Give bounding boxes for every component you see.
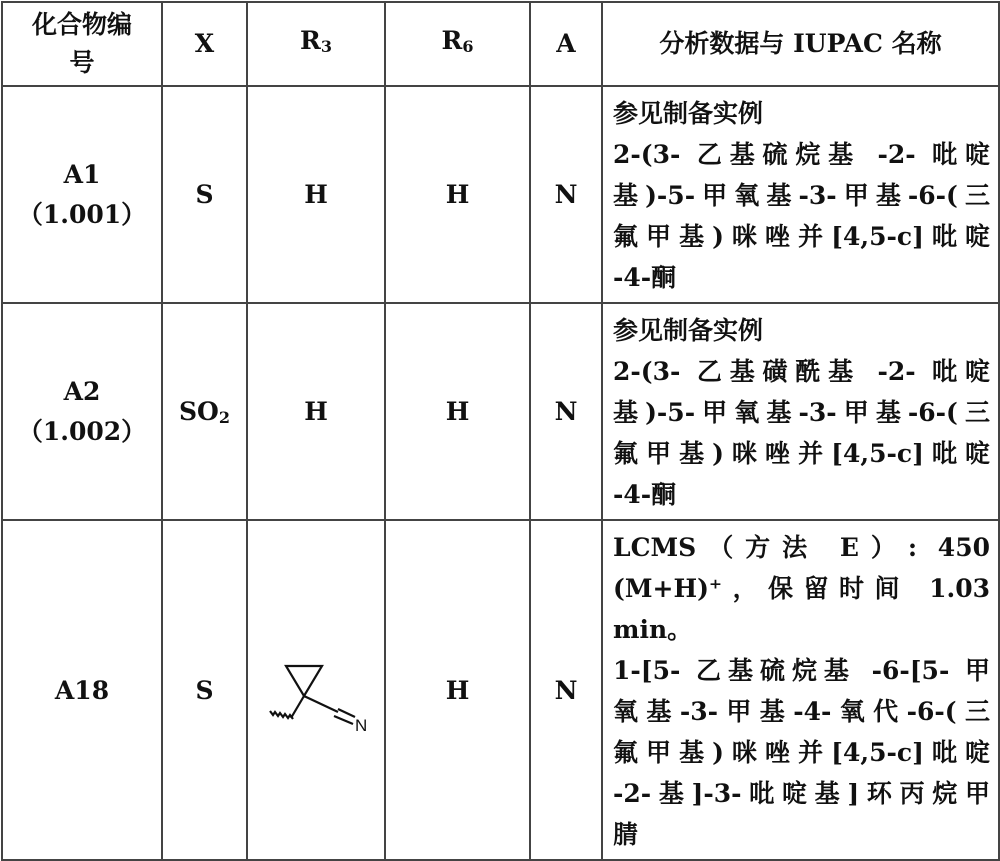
cell-analysis: 参见制备实例 2-(3- 乙基磺酰基 -2- 吡啶 基)-5-甲氧基-3-甲基-6-(三 氟甲基)咪唑并[4,5-c]吡啶 -4-酮: [602, 303, 999, 520]
header-row: [2, 2, 999, 86]
cell-r6: H: [385, 86, 530, 303]
cell-x: S: [162, 520, 247, 860]
cell-r3: H: [247, 86, 385, 303]
cell-a: N: [530, 86, 602, 303]
cell-analysis: 参见制备实例 2-(3- 乙基硫烷基 -2- 吡啶 基)-5-甲氧基-3-甲基-6-(三 氟甲基)咪唑并[4,5-c]吡啶 -4-酮: [602, 86, 999, 303]
cell-a: N: [530, 520, 602, 860]
header-a: A: [530, 2, 602, 86]
compound-id: A1 （1.001）: [2, 86, 162, 303]
header-x: X: [162, 2, 247, 86]
header-compound-no: 化合物编 号: [2, 2, 162, 86]
cell-a: N: [530, 303, 602, 520]
cell-analysis: LCMS（方法 E）: 450 (M+H)⁺，保留时间 1.03 min。 1-[5- 乙基硫烷基 -6-[5- 甲 氧基-3-甲基-4-氧代-6-(三 氟甲基)咪唑并[4,5-c]吡啶 -2-基]-3-吡啶基]环丙烷甲 腈: [602, 520, 999, 860]
header-analysis: 分析数据与 IUPAC 名称: [602, 2, 999, 86]
cell-x: SO2: [162, 303, 247, 520]
cyclopropanecarbonitrile-structure: [256, 654, 376, 744]
cell-r3: [247, 520, 385, 860]
compound-table: [1, 1, 1000, 861]
table-row: [2, 520, 999, 860]
cell-r6: H: [385, 520, 530, 860]
compound-id: A18: [2, 520, 162, 860]
table-row: [2, 86, 999, 303]
cell-r6: H: [385, 303, 530, 520]
table-row: [2, 303, 999, 520]
nitrogen-label: N: [355, 716, 367, 735]
cell-x: S: [162, 86, 247, 303]
compound-id: A2 （1.002）: [2, 303, 162, 520]
header-r6: R6: [385, 2, 530, 86]
cell-r3: H: [247, 303, 385, 520]
header-r3: R3: [247, 2, 385, 86]
